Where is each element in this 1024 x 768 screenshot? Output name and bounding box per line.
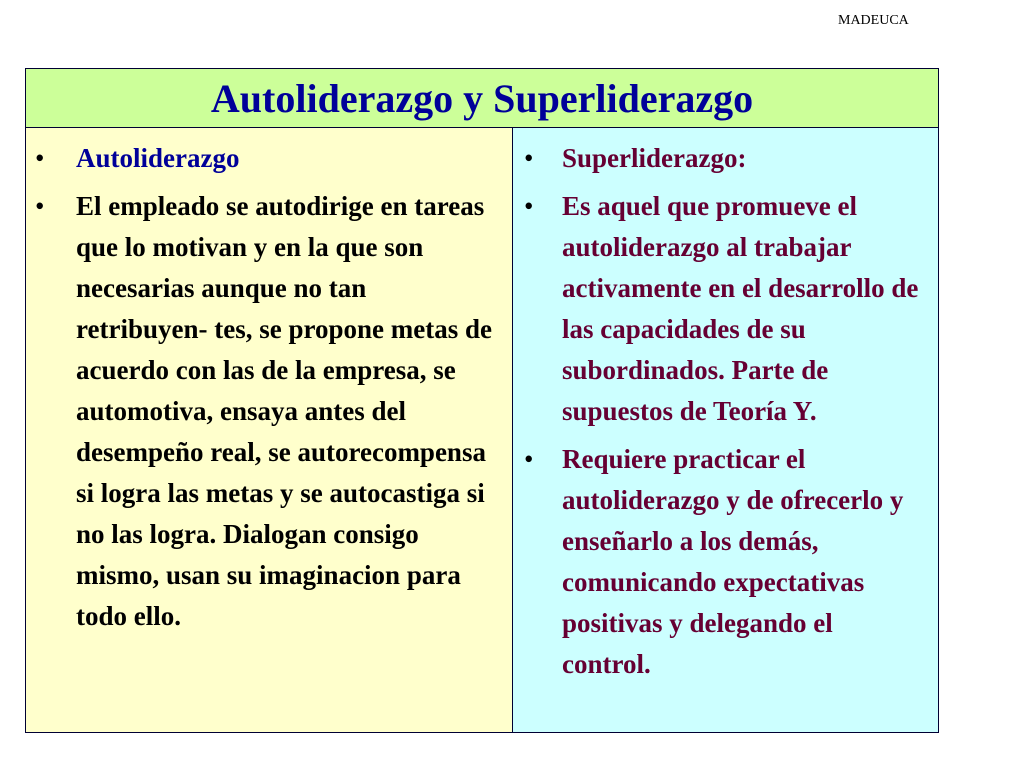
comparison-table [25, 68, 939, 733]
slide-title: Autoliderazgo y Superliderazgo [210, 75, 754, 121]
bullet-icon: • [35, 191, 45, 221]
left-bullet-list [26, 138, 512, 637]
list-item [513, 138, 938, 179]
bullet-icon: • [524, 143, 534, 173]
right-bullet-list [513, 138, 938, 685]
bullet-icon: • [524, 191, 534, 221]
left-heading: Autoliderazgo [76, 143, 240, 173]
list-item [26, 186, 512, 637]
bullet-icon: • [35, 143, 45, 173]
bullet-icon: • [524, 444, 534, 474]
left-description: El empleado se autodirige en tareas que lo motivan y en la que son necesarias aunque no tan retribuyen- tes, se propone metas de acuerdo con las de la empresa, se automotiva, ensaya antes del desempeño real, se autorecompensa si logra las metas y se autocastiga si no las logra. Dialogan consigo mismo, usan su imaginacion para todo ello. [76, 191, 492, 631]
right-requirement: Requiere practicar el autoliderazgo y de ofrecerlo y enseñarlo a los demás, comunicando expectativas positivas y delegando el control. [562, 444, 904, 679]
list-item [513, 439, 938, 685]
right-description: Es aquel que promueve el autoliderazgo al trabajar activamente en el desarrollo de las capacidades de su subordinados. Parte de supuestos de Teoría Y. [562, 191, 919, 426]
title-bar [26, 69, 938, 128]
list-item [513, 186, 938, 432]
left-column-autoliderazgo [26, 128, 513, 732]
right-heading: Superliderazgo: [562, 143, 747, 173]
brand-label: MADEUCA [838, 13, 909, 28]
list-item [26, 138, 512, 179]
right-column-superliderazgo [513, 128, 938, 732]
